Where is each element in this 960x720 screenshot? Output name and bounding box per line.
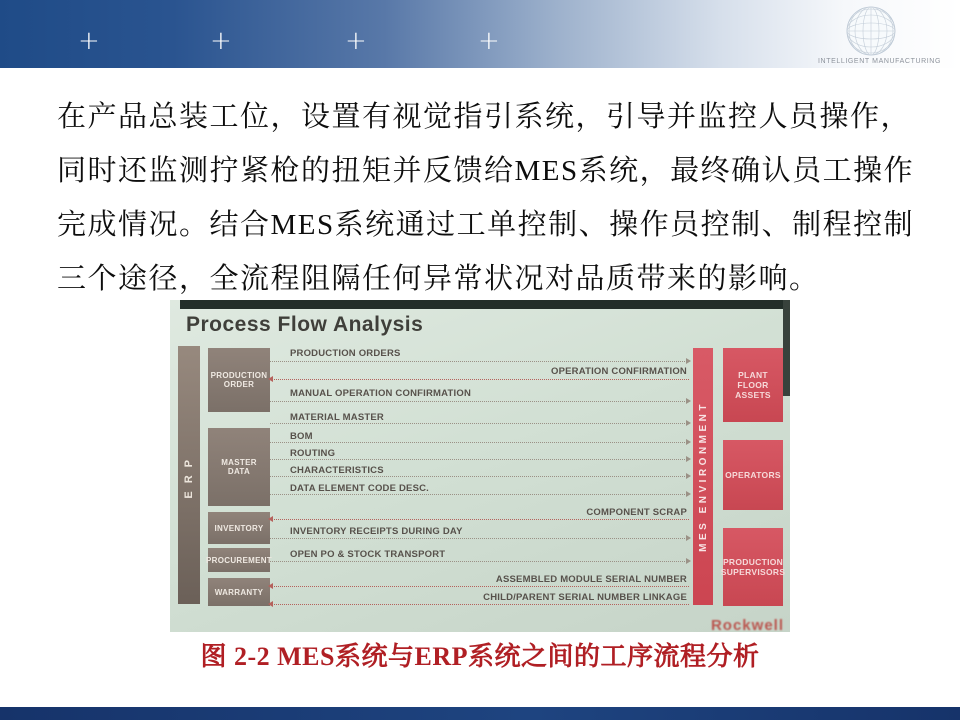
wireframe-globe-icon <box>845 5 897 57</box>
flow-arrow-line <box>270 538 689 539</box>
flow-label: COMPONENT SCRAP <box>586 507 687 518</box>
flow-arrow-line <box>270 519 689 520</box>
paragraph-line: 三个途径，全流程阻隔任何异常状况对品质带来的影响。 <box>57 263 820 295</box>
flow-arrow-line <box>270 459 689 460</box>
mes-box: OPERATORS <box>723 440 783 510</box>
flow-arrow-line <box>270 442 689 443</box>
header-band <box>0 0 960 68</box>
erp-box: WARRANTY <box>208 578 270 606</box>
corner-logo-fragment: Rockwell <box>710 617 784 632</box>
erp-bar-label: ERP <box>183 451 195 499</box>
mes-box: PLANT FLOOR ASSETS <box>723 348 783 422</box>
plus-mark: + <box>78 26 100 56</box>
flow-label: DATA ELEMENT CODE DESC. <box>290 483 430 494</box>
logo-caption: INTELLIGENT MANUFACTURING <box>818 58 941 65</box>
flow-arrows-layer <box>270 300 693 632</box>
erp-vertical-bar <box>178 346 200 604</box>
flow-arrow-line <box>270 561 689 562</box>
paragraph-line: 完成情况。结合MES系统通过工单控制、操作员控制、制程控制 <box>57 209 915 241</box>
erp-box: MASTER DATA <box>208 428 270 506</box>
flow-arrow-line <box>270 476 689 477</box>
erp-box: INVENTORY <box>208 512 270 544</box>
plus-mark: + <box>345 26 367 56</box>
footer-band <box>0 707 960 720</box>
flow-arrow-line <box>270 361 689 362</box>
erp-box: PROCUREMENT <box>208 548 270 572</box>
flow-label: PRODUCTION ORDERS <box>290 348 401 359</box>
flow-label: MATERIAL MASTER <box>290 412 384 423</box>
paragraph-line: 在产品总装工位，设置有视觉指引系统，引导并监控人员操作， <box>57 101 912 133</box>
flow-arrow-line <box>270 494 689 495</box>
flow-label: CHARACTERISTICS <box>290 465 384 476</box>
flow-label: CHILD/PARENT SERIAL NUMBER LINKAGE <box>483 592 687 603</box>
flow-label: ASSEMBLED MODULE SERIAL NUMBER <box>495 574 687 585</box>
flow-label: OPERATION CONFIRMATION <box>551 366 687 377</box>
body-paragraph <box>57 90 915 306</box>
mes-box: PRODUCTION SUPERVISORS <box>723 528 783 606</box>
figure-caption: 图 2-2 MES系统与ERP系统之间的工序流程分析 <box>200 642 760 671</box>
flow-label: MANUAL OPERATION CONFIRMATION <box>290 388 472 399</box>
plus-mark: + <box>210 26 232 56</box>
flow-label: INVENTORY RECEIPTS DURING DAY <box>290 526 463 537</box>
plus-mark: + <box>478 26 500 56</box>
flow-arrow-line <box>270 423 689 424</box>
flow-arrow-line <box>270 379 689 380</box>
company-logo <box>818 5 941 65</box>
process-flow-figure <box>170 300 790 632</box>
flow-arrow-line <box>270 604 689 605</box>
photo-right-bezel <box>783 300 790 396</box>
flow-arrow-line <box>270 586 689 587</box>
mes-environment-vertical-bar <box>693 348 713 605</box>
figure-title: Process Flow Analysis <box>186 313 424 336</box>
flow-label: OPEN PO & STOCK TRANSPORT <box>290 549 446 560</box>
flow-arrow-line <box>270 401 689 402</box>
flow-label: BOM <box>290 431 313 442</box>
flow-label: ROUTING <box>290 448 336 459</box>
paragraph-line: 同时还监测拧紧枪的扭矩并反馈给MES系统，最终确认员工操作 <box>57 155 915 187</box>
mes-bar-label: MES ENVIRONMENT <box>697 401 709 552</box>
erp-box: PRODUCTION ORDER <box>208 348 270 412</box>
